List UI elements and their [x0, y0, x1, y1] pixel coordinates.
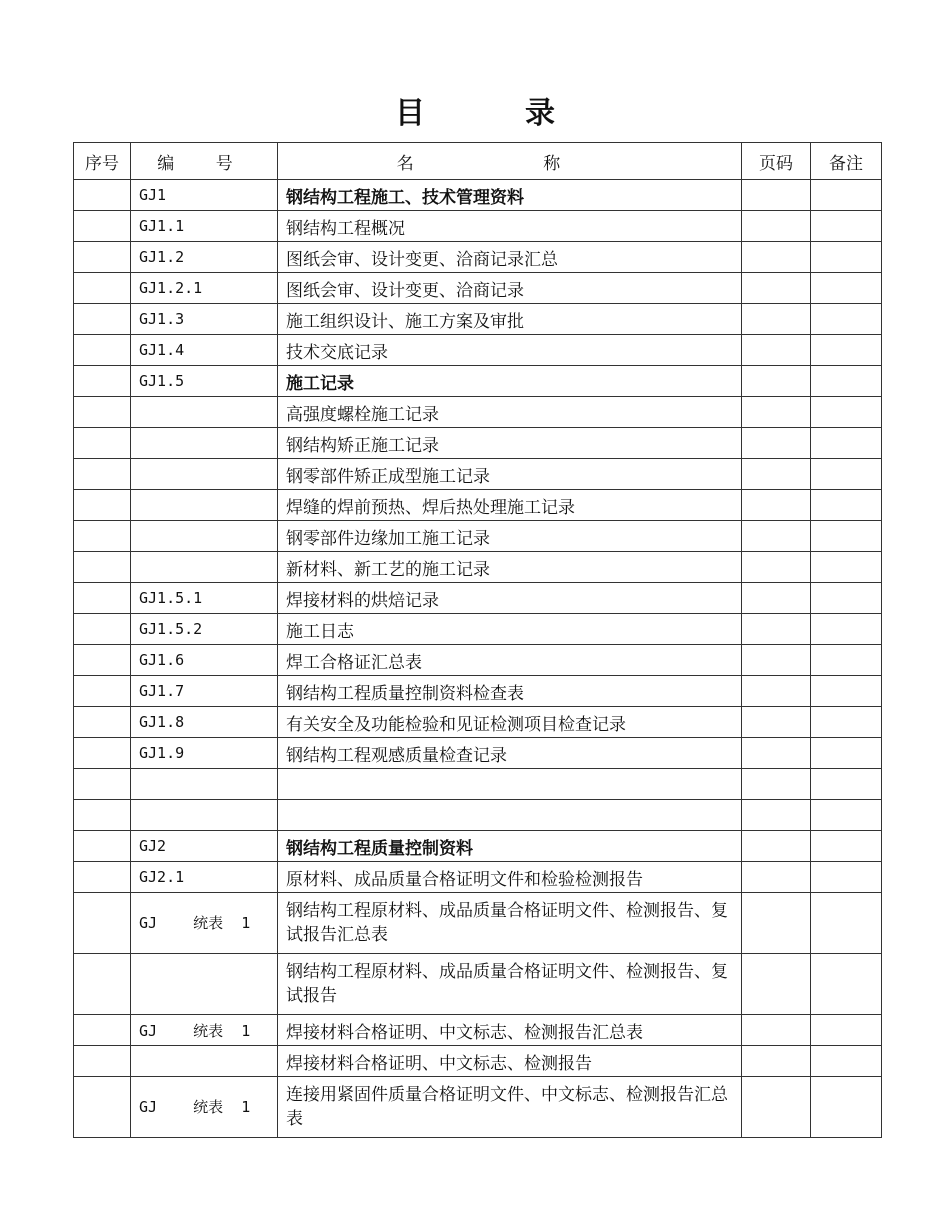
table-row [74, 645, 882, 676]
row-code-cell [131, 676, 278, 707]
row-page-cell [742, 552, 811, 583]
row-name-cell: 钢结构工程质量控制资料 [278, 831, 742, 862]
row-code: GJ1.2 [139, 248, 185, 266]
row-seq-cell [74, 583, 131, 614]
row-name-cell: 钢结构工程施工、技术管理资料 [278, 180, 742, 211]
row-code-cell [131, 428, 278, 459]
row-seq-cell [74, 1046, 131, 1077]
row-code-cell [131, 490, 278, 521]
row-code: GJ2.1 [139, 868, 185, 886]
row-note-cell [811, 304, 882, 335]
table-row [74, 428, 882, 459]
row-name-cell: 钢结构矫正施工记录 [278, 428, 742, 459]
row-name-cell: 图纸会审、设计变更、洽商记录汇总 [278, 242, 742, 273]
row-code: GJ1.5 [139, 372, 185, 390]
row-code-cell [131, 459, 278, 490]
row-seq-cell [74, 459, 131, 490]
row-name-cell: 施工记录 [278, 366, 742, 397]
table-row [74, 552, 882, 583]
row-code-cell [131, 954, 278, 1015]
row-seq-cell [74, 273, 131, 304]
row-page-cell [742, 645, 811, 676]
header-row [74, 143, 882, 180]
row-seq-cell [74, 893, 131, 954]
row-note-cell [811, 645, 882, 676]
row-code-cell [131, 583, 278, 614]
row-note-cell [811, 211, 882, 242]
header-code: 编 号 [131, 143, 278, 180]
row-seq-cell [74, 335, 131, 366]
row-name-cell: 原材料、成品质量合格证明文件和检验检测报告 [278, 862, 742, 893]
row-code-cell [131, 831, 278, 862]
table-row [74, 1015, 882, 1046]
row-code: GJ 统表 1 [139, 1098, 251, 1116]
row-seq-cell [74, 428, 131, 459]
table-row [74, 211, 882, 242]
row-code: GJ 统表 1 [139, 914, 251, 932]
row-page-cell [742, 335, 811, 366]
row-code-cell [131, 335, 278, 366]
row-name-cell: 施工组织设计、施工方案及审批 [278, 304, 742, 335]
table-row [74, 335, 882, 366]
table-row [74, 676, 882, 707]
row-seq-cell [74, 862, 131, 893]
row-code-cell [131, 552, 278, 583]
row-code: GJ 统表 1 [139, 1021, 251, 1040]
row-page-cell [742, 707, 811, 738]
table-row [74, 366, 882, 397]
row-name-cell: 施工日志 [278, 614, 742, 645]
row-code-cell [131, 769, 278, 800]
row-name-cell: 新材料、新工艺的施工记录 [278, 552, 742, 583]
page-title [0, 88, 950, 132]
row-seq-cell [74, 366, 131, 397]
row-page-cell [742, 738, 811, 769]
row-page-cell [742, 490, 811, 521]
row-code-cell [131, 1015, 278, 1046]
contents-table [73, 142, 882, 1138]
row-code-cell [131, 180, 278, 211]
table-row [74, 304, 882, 335]
row-code-cell [131, 366, 278, 397]
row-code-cell [131, 738, 278, 769]
row-note-cell [811, 397, 882, 428]
row-seq-cell [74, 180, 131, 211]
row-note-cell [811, 552, 882, 583]
row-name-cell: 焊接材料合格证明、中文标志、检测报告 [278, 1046, 742, 1077]
row-code-cell [131, 397, 278, 428]
row-seq-cell [74, 954, 131, 1015]
row-name-cell: 焊接材料的烘焙记录 [278, 583, 742, 614]
row-code: GJ1.6 [139, 651, 185, 669]
row-code-cell [131, 707, 278, 738]
table-row [74, 738, 882, 769]
row-note-cell [811, 769, 882, 800]
row-code-cell [131, 211, 278, 242]
row-name-cell: 钢结构工程原材料、成品质量合格证明文件、检测报告、复试报告 [278, 954, 742, 1015]
row-note-cell [811, 614, 882, 645]
row-page-cell [742, 459, 811, 490]
row-code-cell [131, 614, 278, 645]
row-name-cell: 连接用紧固件质量合格证明文件、中文标志、检测报告汇总表 [278, 1077, 742, 1138]
row-note-cell [811, 428, 882, 459]
row-note-cell [811, 521, 882, 552]
table-row [74, 707, 882, 738]
row-code: GJ1 [139, 186, 167, 204]
row-note-cell [811, 893, 882, 954]
row-seq-cell [74, 490, 131, 521]
row-name-cell: 有关安全及功能检验和见证检测项目检查记录 [278, 707, 742, 738]
table-row [74, 769, 882, 800]
row-code-cell [131, 242, 278, 273]
row-code-cell [131, 800, 278, 831]
row-seq-cell [74, 800, 131, 831]
row-page-cell [742, 614, 811, 645]
row-page-cell [742, 211, 811, 242]
row-page-cell [742, 769, 811, 800]
table-row [74, 490, 882, 521]
row-page-cell [742, 954, 811, 1015]
row-seq-cell [74, 552, 131, 583]
row-code: GJ1.9 [139, 744, 185, 762]
row-note-cell [811, 490, 882, 521]
header-name: 名 称 [278, 143, 742, 180]
row-code: GJ1.4 [139, 341, 185, 359]
row-note-cell [811, 583, 882, 614]
row-note-cell [811, 831, 882, 862]
row-page-cell [742, 676, 811, 707]
row-name-cell: 钢零部件矫正成型施工记录 [278, 459, 742, 490]
page-title-char-2: 录 [525, 96, 555, 131]
row-code: GJ1.1 [139, 217, 185, 235]
row-seq-cell [74, 645, 131, 676]
row-note-cell [811, 1015, 882, 1046]
row-note-cell [811, 738, 882, 769]
row-name-cell: 焊工合格证汇总表 [278, 645, 742, 676]
row-note-cell [811, 335, 882, 366]
row-code: GJ1.2.1 [139, 279, 203, 297]
table-row [74, 180, 882, 211]
row-name-cell: 钢结构工程质量控制资料检查表 [278, 676, 742, 707]
row-code: GJ1.5.2 [139, 620, 203, 638]
row-name-cell: 钢结构工程观感质量检查记录 [278, 738, 742, 769]
row-code-cell [131, 304, 278, 335]
row-code: GJ1.3 [139, 310, 185, 328]
table-row [74, 397, 882, 428]
header-seq: 序号 [74, 143, 131, 180]
table-row [74, 831, 882, 862]
row-code-cell [131, 1077, 278, 1138]
row-name-cell: 技术交底记录 [278, 335, 742, 366]
row-seq-cell [74, 738, 131, 769]
row-code: GJ1.8 [139, 713, 185, 731]
table-row [74, 459, 882, 490]
page-title-char-1: 目 [395, 96, 425, 131]
table-row [74, 954, 882, 1015]
row-note-cell [811, 954, 882, 1015]
row-page-cell [742, 1046, 811, 1077]
row-page-cell [742, 583, 811, 614]
row-page-cell [742, 800, 811, 831]
row-code: GJ1.7 [139, 682, 185, 700]
row-page-cell [742, 366, 811, 397]
row-note-cell [811, 800, 882, 831]
row-note-cell [811, 676, 882, 707]
row-note-cell [811, 1077, 882, 1138]
row-note-cell [811, 707, 882, 738]
row-page-cell [742, 1015, 811, 1046]
row-page-cell [742, 428, 811, 459]
table-row [74, 273, 882, 304]
contents-body [74, 180, 882, 1138]
row-name-cell: 焊接材料合格证明、中文标志、检测报告汇总表 [278, 1015, 742, 1046]
row-page-cell [742, 1077, 811, 1138]
table-row [74, 862, 882, 893]
row-page-cell [742, 242, 811, 273]
row-seq-cell [74, 769, 131, 800]
row-name-cell: 钢零部件边缘加工施工记录 [278, 521, 742, 552]
row-page-cell [742, 273, 811, 304]
row-seq-cell [74, 1077, 131, 1138]
table-row [74, 242, 882, 273]
row-seq-cell [74, 304, 131, 335]
row-note-cell [811, 242, 882, 273]
row-note-cell [811, 1046, 882, 1077]
row-page-cell [742, 893, 811, 954]
row-seq-cell [74, 676, 131, 707]
row-seq-cell [74, 707, 131, 738]
header-page: 页码 [742, 143, 811, 180]
row-note-cell [811, 366, 882, 397]
row-page-cell [742, 521, 811, 552]
row-code: GJ1.5.1 [139, 589, 203, 607]
row-page-cell [742, 304, 811, 335]
row-note-cell [811, 180, 882, 211]
row-code-cell [131, 273, 278, 304]
row-code: GJ2 [139, 837, 167, 855]
row-page-cell [742, 397, 811, 428]
row-code-cell [131, 893, 278, 954]
row-note-cell [811, 459, 882, 490]
row-name-cell: 钢结构工程概况 [278, 211, 742, 242]
row-code-cell [131, 862, 278, 893]
row-name-cell: 钢结构工程原材料、成品质量合格证明文件、检测报告、复试报告汇总表 [278, 893, 742, 954]
row-page-cell [742, 180, 811, 211]
row-name-cell [278, 800, 742, 831]
row-note-cell [811, 273, 882, 304]
row-seq-cell [74, 397, 131, 428]
row-page-cell [742, 862, 811, 893]
row-name-cell: 焊缝的焊前预热、焊后热处理施工记录 [278, 490, 742, 521]
row-seq-cell [74, 211, 131, 242]
row-code-cell [131, 1046, 278, 1077]
table-row [74, 1046, 882, 1077]
row-page-cell [742, 831, 811, 862]
table-row [74, 1077, 882, 1138]
row-seq-cell [74, 521, 131, 552]
row-seq-cell [74, 1015, 131, 1046]
table-row [74, 614, 882, 645]
row-name-cell [278, 769, 742, 800]
table-row [74, 521, 882, 552]
row-seq-cell [74, 831, 131, 862]
row-note-cell [811, 862, 882, 893]
row-name-cell: 高强度螺栓施工记录 [278, 397, 742, 428]
table-row [74, 893, 882, 954]
row-name-cell: 图纸会审、设计变更、洽商记录 [278, 273, 742, 304]
row-seq-cell [74, 242, 131, 273]
table-row [74, 583, 882, 614]
row-code-cell [131, 521, 278, 552]
row-seq-cell [74, 614, 131, 645]
table-row [74, 800, 882, 831]
row-code-cell [131, 645, 278, 676]
header-note: 备注 [811, 143, 882, 180]
